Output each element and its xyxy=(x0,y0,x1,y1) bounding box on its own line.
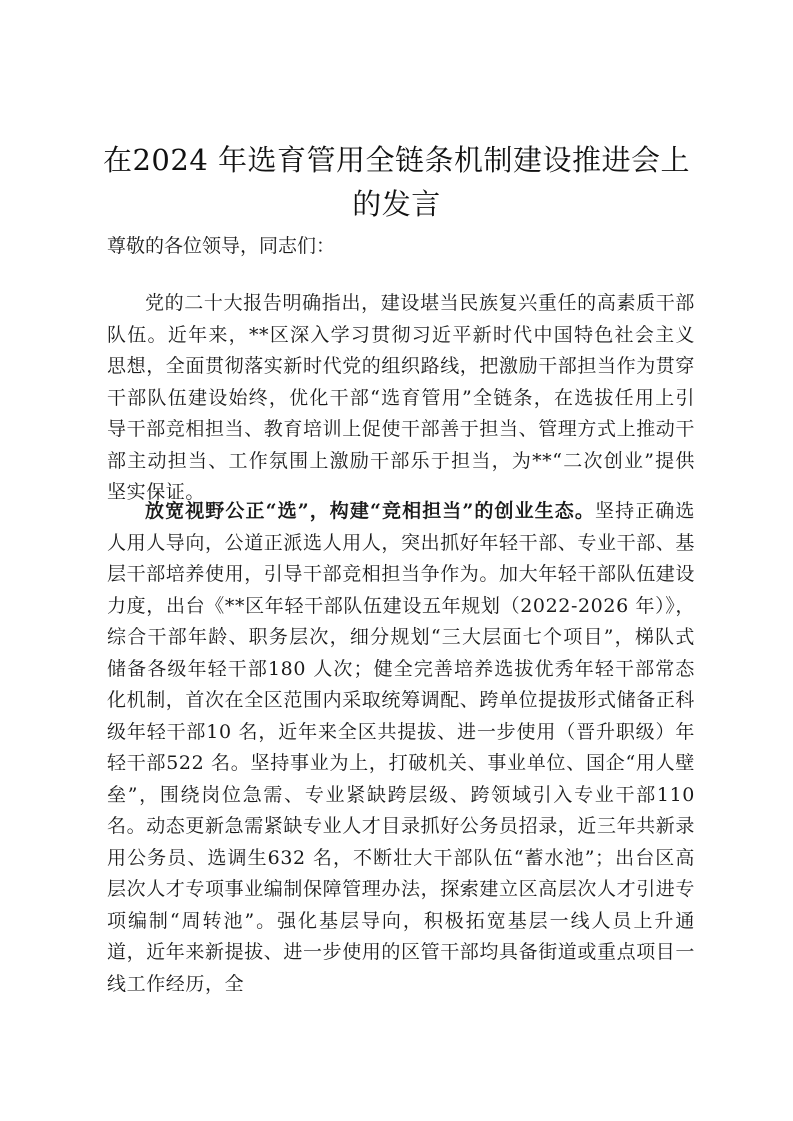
salutation: 尊敬的各位领导，同志们： xyxy=(107,235,336,257)
paragraph-selection xyxy=(107,496,695,1000)
paragraph-text: 党的二十大报告明确指出，建设堪当民族复兴重任的高素质干部队伍。近年来，**区深入学习贯彻习近平新时代中国特色社会主义思想，全面贯彻落实新时代党的组织路线，把激励干部担当作为贯穿干部队伍建设始终，优化干部“选育管用”全链条，在选拔任用上引导干部竞相担当、教育培训上促使干部善于担当、管理方式上推动干部主动担当、工作氛围上激励干部乐于担当，为**“二次创业”提供坚实保证。 xyxy=(107,292,696,503)
document-title: 在2024 年选育管用全链条机制建设推进会上的发言 xyxy=(102,143,691,221)
paragraph-text: 坚持正确选人用人导向，公道正派选人用人，突出抓好年轻干部、专业干部、基层干部培养使用，引导干部竞相担当争作为。加大年轻干部队伍建设力度，出台《**区年轻干部队伍建设五年规划（2022-2026 年）》，综合干部年龄、职务层次，细分规划“三大层面七个项目”，梯队式储备各级年轻干部180 人次；健全完善培养选拔优秀年轻干部常态化机制，首次在全区范围内采取统筹调配、跨单位提拔形式储备正科级年轻干部10 名，近年来全区共提拔、进一步使用（晋升职级）年轻干部522 名。坚持事业为上，打破机关、事业单位、国企“用人壁垒”，围绕岗位急需、专业紧缺跨层级、跨领域引入专业干部110 名。动态更新急需紧缺专业人才目录抓好公务员招录，近三年共新录用公务员、选调生632 名，不断壮大干部队伍“蓄水池”；出台区高层次人才专项事业编制保障管理办法，探索建立区高层次人才引进专项编制“周转池”。强化基层导向，积极拓宽基层一线人员上升通道，近年来新提拔、进一步使用的区管干部均具备街道或重点项目一线工作经历，全 xyxy=(107,500,696,995)
paragraph-lead-heading: 放宽视野公正“选”，构建“竞相担当”的创业生态。 xyxy=(145,500,595,522)
paragraph-intro xyxy=(107,288,695,509)
